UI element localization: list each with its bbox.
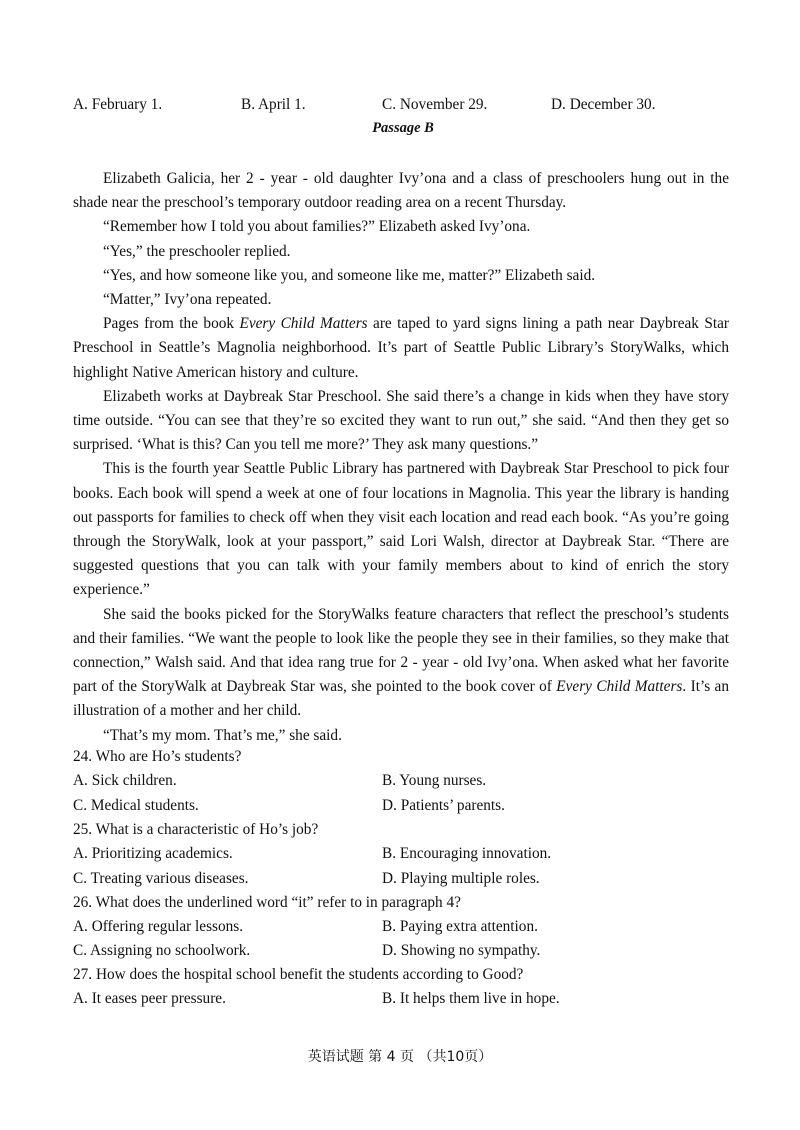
- option-c: C. Medical students.: [73, 797, 199, 814]
- passage-body: [73, 167, 729, 748]
- book-title: Every Child Matters: [239, 315, 368, 333]
- option-d: D. December 30.: [551, 96, 656, 113]
- paragraph: “Remember how I told you about families?” Elizabeth asked Ivy’ona.: [103, 218, 531, 236]
- option-a: A. February 1.: [73, 96, 163, 113]
- paragraph: [73, 603, 729, 724]
- option-row: [73, 990, 733, 1014]
- passage-title: Passage B: [372, 120, 434, 136]
- option-b: B. It helps them live in hope.: [382, 990, 560, 1007]
- paragraph: [73, 312, 729, 385]
- option-c: C. Treating various diseases.: [73, 870, 249, 887]
- option-a: A. Offering regular lessons.: [73, 918, 244, 935]
- option-d: D. Patients’ parents.: [382, 797, 505, 814]
- option-b: B. Young nurses.: [382, 772, 487, 789]
- paragraph: “Matter,” Ivy’ona repeated.: [103, 291, 272, 309]
- option-b: B. Encouraging innovation.: [382, 845, 552, 862]
- option-row: [73, 772, 733, 796]
- option-c: C. November 29.: [382, 96, 488, 113]
- paragraph: “That’s my mom. That’s me,” she said.: [103, 726, 342, 744]
- option-row: [73, 870, 733, 894]
- option-d: D. Playing multiple roles.: [382, 870, 540, 887]
- paragraph: Elizabeth works at Daybreak Star Preschool. She said there’s a change in kids when they have story time outside. “You can see that they’re so excited they want to run out,” she said. “And then they get so surprised. ‘What is this? Can you tell me more?’ They ask many questions.”: [73, 387, 729, 454]
- page-footer: 英语试题 第 4 页 （共10页）: [307, 1049, 493, 1065]
- question-stem: 24. Who are Ho’s students?: [73, 748, 242, 765]
- option-row: [73, 942, 733, 966]
- option-row: [73, 918, 733, 942]
- text: Pages from the book: [103, 315, 240, 333]
- option-b: B. Paying extra attention.: [382, 918, 538, 935]
- paragraph: Elizabeth Galicia, her 2 - year - old daughter Ivy’ona and a class of preschoolers hung out in the shade near the preschool’s temporary outdoor reading area on a recent Thursday.: [73, 170, 729, 212]
- option-a: A. Prioritizing academics.: [73, 845, 233, 862]
- option-a: A. Sick children.: [73, 772, 177, 789]
- option-row: [73, 797, 733, 821]
- book-title: Every Child Matters: [556, 678, 683, 696]
- paragraph: “Yes,” the preschooler replied.: [103, 242, 291, 260]
- option-d: D. Showing no sympathy.: [382, 942, 541, 959]
- text: She said the books picked for the StoryWalks feature characters that reflect the preschool’s students and their families. “We want the people to look like the people they see in their families, so they make that connection,” Walsh said. And that idea rang true for 2 - year - old Ivy’ona. When asked what her favorite part of the StoryWalk at Daybreak Star was, she pointed to the book cover of: [73, 605, 729, 696]
- question-stem: 27. How does the hospital school benefit the students according to Good?: [73, 966, 524, 983]
- option-a: A. It eases peer pressure.: [73, 990, 226, 1007]
- paragraph: This is the fourth year Seattle Public Library has partnered with Daybreak Star Preschool to pick four books. Each book will spend a week at one of four locations in Magnolia. This year the library is handing out passports for families to check off when they visit each location and read each book. “As you’re going through the StoryWalk, look at your passport,” said Lori Walsh, director at Daybreak Star. “There are suggested questions that you can talk with your family members about to kind of enrich the story experience.”: [73, 460, 729, 599]
- question-stem: 25. What is a characteristic of Ho’s job?: [73, 821, 319, 838]
- text: are taped to yard signs lining a path near Daybreak Star Preschool in Seattle’s Magnolia neighborhood. It’s part of Seattle Public Library’s StoryWalks, which highlight Native American history and culture.: [73, 315, 729, 381]
- option-b: B. April 1.: [241, 96, 306, 113]
- text: . It’s an illustration of a mother and her child.: [73, 678, 729, 720]
- question-stem: 26. What does the underlined word “it” refer to in paragraph 4?: [73, 894, 461, 911]
- option-row: [73, 845, 733, 869]
- paragraph: “Yes, and how someone like you, and someone like me, matter?” Elizabeth said.: [103, 266, 596, 284]
- option-c: C. Assigning no schoolwork.: [73, 942, 251, 959]
- previous-question-options: [73, 96, 733, 120]
